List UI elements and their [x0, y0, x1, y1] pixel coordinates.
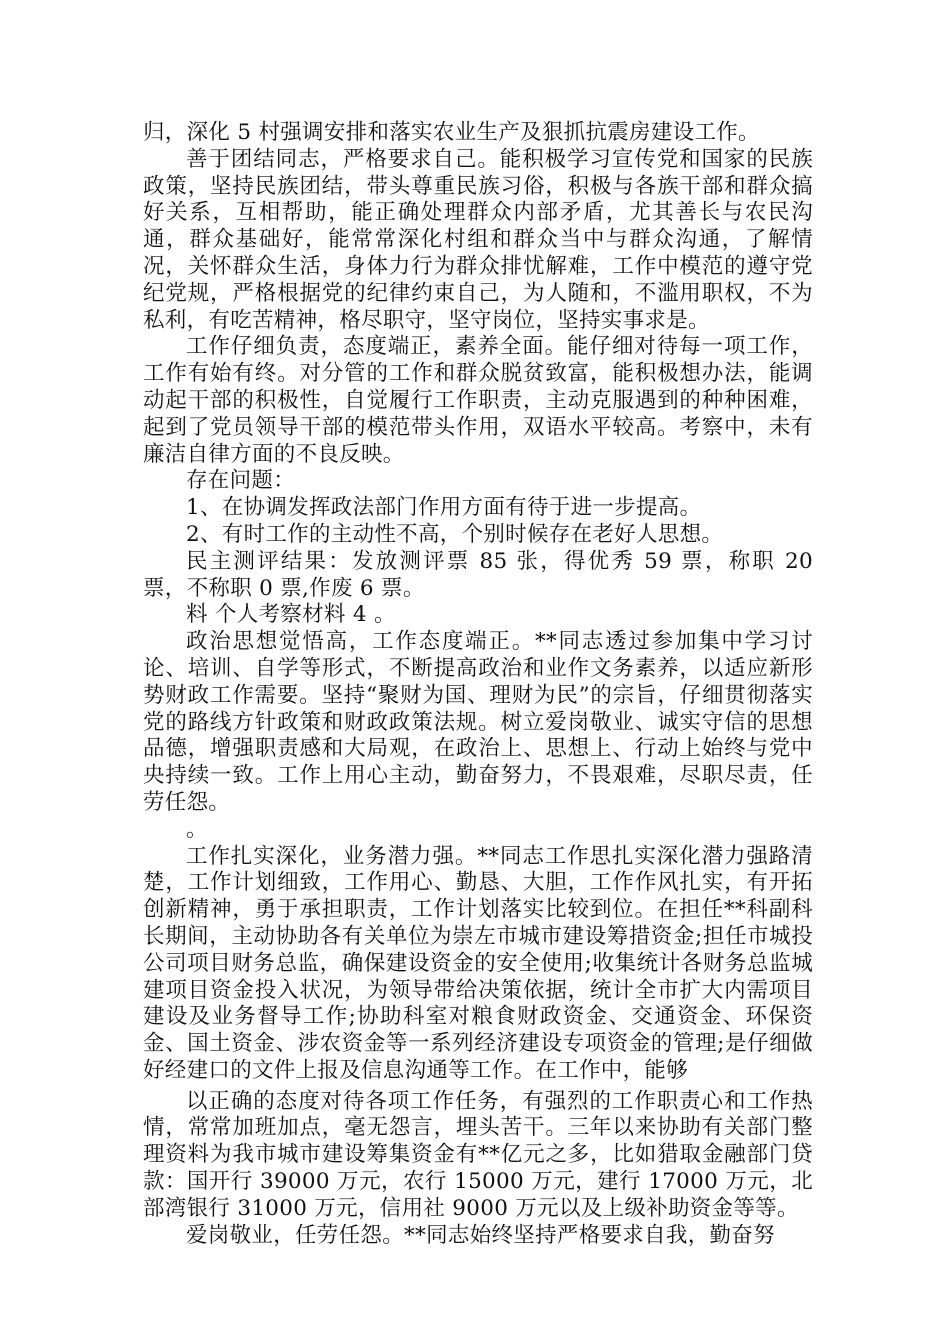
paragraph-dot: 。 [186, 816, 208, 842]
paragraph-politics: 政治思想觉悟高，工作态度端正。**同志透过参加集中学习讨论、培训、自学等形式，不断提高政治和业作文务素养，以适应新形势财政工作需要。坚持“聚财为国、理财为民”的宗旨，仔细贯彻落实党的路线方针政策和财政政策法规。树立爱岗敬业、诚实守信的思想品德，增强职责感和大局观，在政治上、思想上、行动上始终与党中央持续一致。工作上用心主动，勤奋努力，不畏艰难，尽职尽责，任劳任怨。 [143, 629, 813, 815]
paragraph-evaluation: 民主测评结果：发放测评票 85 张，得优秀 59 票，称职 20 票，不称职 0 票,作废 6 票。 [143, 548, 813, 601]
paragraph-2: 善于团结同志，严格要求自己。能积极学习宣传党和国家的民族政策，坚持民族团结，带头尊重民族习俗，积极与各族干部和群众搞好关系，互相帮助，能正确处理群众内部矛盾，尤其善长与农民沟通，群众基础好，能常常深化村组和群众当中与群众沟通，了解情况，关怀群众生活，身体力行为群众排忧解难，工作中模范的遵守党纪党规，严格根据党的纪律约束自己，为人随和，不滥用职权，不为私利，有吃苦精神，格尽职守，坚守岗位，坚持实事求是。 [143, 146, 813, 333]
document-page [143, 120, 813, 1249]
paragraph-dedication: 爱岗敬业，任劳任怨。**同志始终坚持严格要求自我，勤奋努 [186, 1222, 775, 1248]
paragraph-issues-heading: 存在问题： [186, 468, 296, 494]
paragraph-issue-2: 2、有时工作的主动性不高，个别时候存在老好人思想。 [186, 521, 724, 547]
paragraph-attitude: 以正确的态度对待各项工作任务，有强烈的工作职责心和工作热情，常常加班加点，毫无怨言，埋头苦干。三年以来协助有关部门整理资料为我市城市建设筹集资金有**亿元之多，比如猎取金融部门贷款：国开行 39000 万元，农行 15000 万元，建行 17000 万元，北部湾银行 31000 万元，信用社 9000 万元以及上级补助资金等等。 [143, 1088, 813, 1221]
paragraph-work: 工作扎实深化，业务潜力强。**同志工作思扎实深化潜力强路清楚，工作计划细致，工作用心、勤恳、大胆，工作作风扎实，有开拓创新精神，勇于承担职责，工作计划落实比较到位。在担任**科副科长期间，主动协助各有关单位为崇左市城市建设筹措资金;担任市城投公司项目财务总监，确保建设资金的安全使用;收集统计各财务总监城建项目资金投入状况，为领导带给决策依据，统计全市扩大内需项目建设及业务督导工作;协助科室对粮食财政资金、交通资金、环保资金、国土资金、涉农资金等一系列经济建设专项资金的管理;是仔细做好经建口的文件上报及信息沟通等工作。在工作中，能够 [143, 843, 813, 1083]
paragraph-section-title: 料 个人考察材料 4 。 [186, 602, 396, 628]
paragraph-issue-1: 1、在协调发挥政法部门作用方面有待于进一步提高。 [186, 495, 702, 521]
paragraph-1: 归，深化 5 村强调安排和落实农业生产及狠抓抗震房建设工作。 [143, 120, 760, 145]
paragraph-3: 工作仔细负责，态度端正，素养全面。能仔细对待每一项工作，工作有始有终。对分管的工作和群众脱贫致富，能积极想办法，能调动起干部的积极性，自觉履行工作职责，主动克服遇到的种种困难，起到了党员领导干部的模范带头作用，双语水平较高。考察中，未有廉洁自律方面的不良反映。 [143, 334, 813, 467]
